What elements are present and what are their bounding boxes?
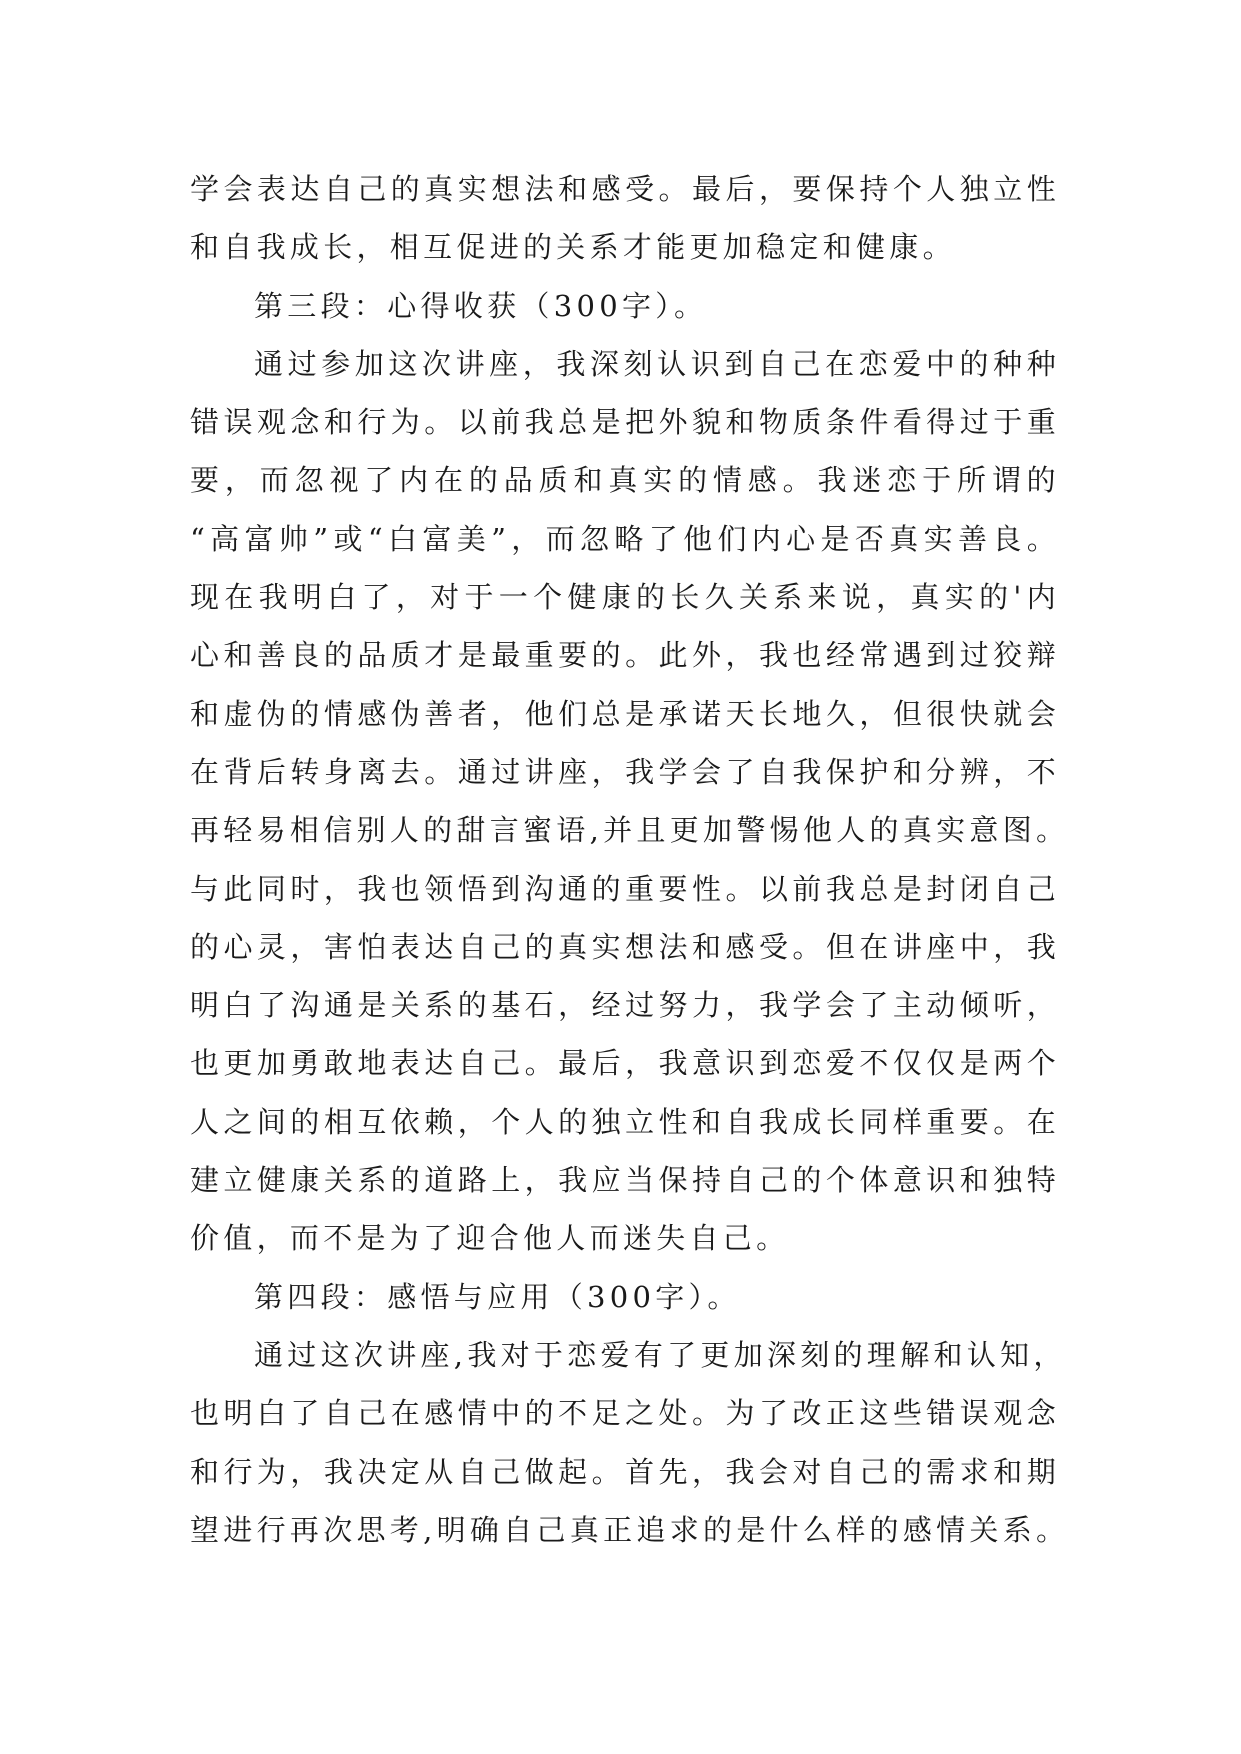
text-line: 在背后转身离去。通过讲座，我学会了自我保护和分辨，不 bbox=[190, 754, 1060, 789]
text-line: 人之间的相互依赖，个人的独立性和自我成长同样重要。在 bbox=[190, 1104, 1060, 1139]
text-line: 望进行再次思考,明确自己真正追求的是什么样的感情关系。 bbox=[190, 1512, 1070, 1547]
text-line: 心和善良的品质才是最重要的。此外，我也经常遇到过狡辩 bbox=[190, 638, 1060, 673]
text-line: 价值，而不是为了迎合他人而迷失自己。 bbox=[190, 1221, 790, 1256]
text-line: 通过这次讲座,我对于恋爱有了更加深刻的理解和认知， bbox=[254, 1337, 1067, 1372]
text-line: 和虚伪的情感伪善者，他们总是承诺天长地久，但很快就会 bbox=[190, 696, 1060, 731]
document-body bbox=[190, 160, 1070, 1559]
text-line: 也更加勇敢地表达自己。最后，我意识到恋爱不仅仅是两个 bbox=[190, 1046, 1060, 1081]
text-line: 和自我成长，相互促进的关系才能更加稳定和健康。 bbox=[190, 230, 956, 265]
text-line: 的心灵，害怕表达自己的真实想法和感受。但在讲座中，我 bbox=[190, 929, 1060, 964]
text-line: 和行为，我决定从自己做起。首先，我会对自己的需求和期 bbox=[190, 1454, 1060, 1489]
text-line: 现在我明白了，对于一个健康的长久关系来说，真实的'内 bbox=[190, 580, 1060, 615]
text-line: 也明白了自己在感情中的不足之处。为了改正这些错误观念 bbox=[190, 1396, 1060, 1431]
text-line: 学会表达自己的真实想法和感受。最后，要保持个人独立性 bbox=[190, 172, 1060, 206]
text-line: 再轻易相信别人的甜言蜜语,并且更加警惕他人的真实意图。 bbox=[190, 813, 1070, 848]
text-line: 与此同时，我也领悟到沟通的重要性。以前我总是封闭自己 bbox=[190, 871, 1060, 906]
text-line: 要，而忽视了内在的品质和真实的情感。我迷恋于所谓的 bbox=[190, 463, 1060, 498]
text-line: 明白了沟通是关系的基石，经过努力，我学会了主动倾听， bbox=[190, 988, 1060, 1023]
text-line: 第四段：感悟与应用（300字）。 bbox=[254, 1279, 741, 1314]
text-line: 错误观念和行为。以前我总是把外貌和物质条件看得过于重 bbox=[190, 405, 1060, 440]
text-line: 建立健康关系的道路上，我应当保持自己的个体意识和独特 bbox=[190, 1163, 1060, 1198]
text-line: 通过参加这次讲座，我深刻认识到自己在恋爱中的种种 bbox=[254, 346, 1060, 381]
text-line: 第三段：心得收获（300字）。 bbox=[254, 288, 708, 323]
text-line: “高富帅”或“白富美”，而忽略了他们内心是否真实善良。 bbox=[190, 521, 1060, 556]
